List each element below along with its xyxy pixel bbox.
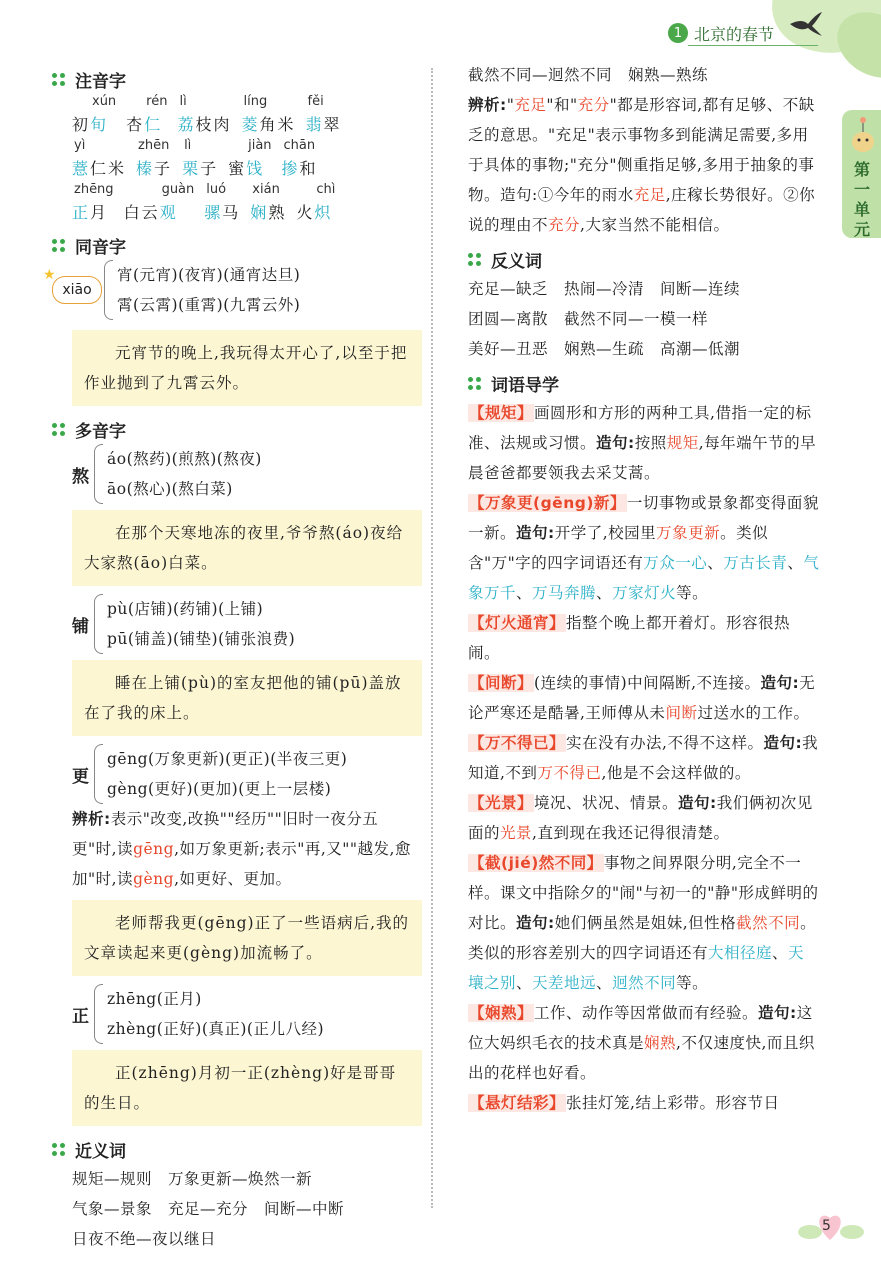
- pinyin-word: [306, 94, 342, 138]
- highlight-char: 旬: [90, 115, 109, 134]
- word: 荔枝肉: [177, 115, 232, 134]
- example-text: ,直到现在我还记得很清楚。: [532, 824, 730, 842]
- pinyin-word: [124, 182, 195, 226]
- example-text: ,不仅速度快,而且织出的花样也好看。: [468, 1034, 815, 1082]
- section-tongyin: [43, 230, 422, 406]
- vocab-entry: [468, 488, 820, 608]
- highlight-char: 正: [72, 203, 91, 222]
- word: 白云观: [123, 203, 178, 222]
- pinyin-grid: [52, 94, 422, 226]
- word-pair: 团圆—离散: [468, 310, 549, 328]
- pinyin-word: [250, 182, 286, 226]
- section-heading: [468, 244, 820, 274]
- star-icon: ★: [43, 267, 56, 283]
- homophone-group: [43, 260, 422, 320]
- brace: [104, 260, 113, 320]
- brace: [94, 984, 103, 1044]
- separator: 、: [596, 974, 613, 992]
- highlight-char: 翡: [305, 115, 324, 134]
- pinyin: xián: [252, 182, 280, 197]
- section-fanyi: [468, 244, 820, 364]
- highlight-word: 充足: [633, 186, 666, 204]
- vocab-definition: 指整个晚上都开着灯。形容很热闹。: [468, 614, 791, 662]
- vocab-entry: [468, 1088, 820, 1118]
- badge-text: xiāo: [62, 282, 92, 298]
- similar-word: 万家灯火: [612, 584, 677, 602]
- polyphone-char: 铺: [72, 616, 89, 637]
- left-column: [43, 60, 422, 1254]
- separator: 、: [787, 554, 804, 572]
- pinyin-word: [242, 94, 296, 138]
- section-heading: [52, 230, 422, 260]
- antonym-row: [468, 304, 820, 334]
- similar-word: 大相径庭: [708, 944, 773, 962]
- word-pair: 充足—缺乏: [468, 280, 549, 298]
- word: 榛子: [136, 159, 173, 178]
- word-pair: 热闹—冷清: [564, 280, 645, 298]
- pinyin: rén: [146, 94, 168, 109]
- pinyin-word: [72, 138, 126, 182]
- highlight-word: 万不得已: [537, 764, 602, 782]
- vocab-entry: [468, 398, 820, 488]
- section-heading: [468, 368, 820, 398]
- antonym-list: [468, 274, 820, 364]
- word-pair: 截然不同—迥然不同: [468, 66, 613, 84]
- vocab-definition: 实在没有办法,不得不这样。: [566, 734, 764, 752]
- section-title: 同音字: [75, 237, 126, 258]
- highlight-char: 菱: [241, 115, 260, 134]
- word: 菱角米: [241, 115, 296, 134]
- example-box: 睡在上铺(pù)的室友把他的铺(pū)盖放在了我的床上。: [72, 660, 422, 736]
- highlight-word: 娴熟: [644, 1034, 677, 1052]
- vocab-term: 【万象更(gēng)新】: [469, 494, 626, 512]
- highlight-word: 万象更新: [656, 524, 721, 542]
- word-pair: 美好—丑恶: [468, 340, 549, 358]
- pinyin: jiàn: [248, 138, 272, 153]
- word-pair: 娴熟—熟练: [628, 66, 709, 84]
- example-text: 。类似的形容差别大的四字词语还有: [468, 914, 817, 962]
- pinyin: fěi: [307, 94, 324, 109]
- example-text: 她们俩虽然是姐妹,但性格: [554, 914, 737, 932]
- vocab-term: 【截(jié)然不同】: [469, 854, 603, 872]
- analysis-label: 辨析:: [72, 810, 111, 828]
- example-box: 正(zhēng)月初一正(zhèng)好是哥哥的生日。: [72, 1050, 422, 1126]
- section-title: 词语导学: [491, 375, 559, 396]
- vocab-term: 【悬灯结彩】: [469, 1094, 566, 1112]
- example-box: 在那个天寒地冻的夜里,爷爷熬(áo)夜给大家熬(āo)白菜。: [72, 510, 422, 586]
- word-pair: 截然不同—一模一样: [564, 310, 709, 328]
- highlight-char: 饯: [246, 159, 265, 178]
- vocab-entries: [468, 398, 820, 1118]
- section-title: 反义词: [491, 251, 542, 272]
- pinyin-row: [72, 182, 422, 226]
- dots-icon: [468, 377, 481, 390]
- pinyin: zhēng: [74, 182, 114, 197]
- word: 娴熟: [250, 203, 287, 222]
- unit-label: 第一单元: [853, 160, 870, 239]
- word: 翡翠: [305, 115, 342, 134]
- pinyin-word: [126, 94, 167, 138]
- example-label: 造句:: [516, 524, 555, 542]
- example-box: 老师帮我更(gēng)正了一些语病后,我的文章读起来更(gèng)加流畅了。: [72, 900, 422, 976]
- pinyin-word: [136, 138, 172, 182]
- section-zhuyin: [52, 64, 422, 226]
- antonym-row: [468, 274, 820, 304]
- word-pair: 日夜不绝—夜以继日: [72, 1230, 217, 1248]
- vocab-entry: [468, 728, 820, 788]
- antonym-row: [468, 334, 820, 364]
- dots-icon: [52, 73, 65, 86]
- pinyin-row: [72, 94, 422, 138]
- example-text: 等。: [676, 974, 709, 992]
- example-label: 造句:: [516, 914, 555, 932]
- section-heading: [52, 64, 422, 94]
- example-text: 等。: [676, 584, 709, 602]
- word-pair: 气象—景象: [72, 1200, 153, 1218]
- analysis-text: ,如更好、更加。: [174, 870, 292, 888]
- pinyin: chì: [316, 182, 336, 197]
- analysis-text: 表示"改变,改换""经历""旧时一夜分五更"时,读: [72, 810, 379, 858]
- separator: 、: [516, 974, 533, 992]
- highlight-char: 掺: [281, 159, 300, 178]
- word: 栗子: [182, 159, 219, 178]
- word: 杏仁: [126, 115, 163, 134]
- pinyin: guàn: [161, 182, 195, 197]
- swallow-icon: [788, 10, 824, 38]
- example-text: ,他是不会这样做的。: [601, 764, 751, 782]
- vocab-entry: [468, 668, 820, 728]
- highlight-word: 充足: [514, 96, 547, 114]
- highlight-char: 栗: [182, 159, 201, 178]
- pinyin-word: [282, 138, 318, 182]
- section-heading: [52, 1134, 422, 1164]
- section-title: 多音字: [75, 421, 126, 442]
- word: 骡马: [204, 203, 241, 222]
- similar-word: 万古长青: [723, 554, 788, 572]
- separator: 、: [707, 554, 724, 572]
- word-pair: 万象更新—焕然一新: [168, 1170, 313, 1188]
- reading-line: zhēng(正月): [107, 990, 202, 1008]
- polyphone-char: 熬: [72, 466, 89, 487]
- word: 薏仁米: [72, 159, 127, 178]
- highlight-char: 荔: [177, 115, 196, 134]
- word-pair: 娴熟—生疏: [564, 340, 645, 358]
- word-pair: 充足—充分: [168, 1200, 249, 1218]
- vocab-term: 【万不得已】: [469, 734, 566, 752]
- analysis-label: 辨析:: [468, 96, 507, 114]
- pinyin: chān: [283, 138, 316, 153]
- example-box: 元宵节的晚上,我玩得太开心了,以至于把作业抛到了九霄云外。: [72, 330, 422, 406]
- brace: [94, 444, 103, 504]
- section-title: 注音字: [75, 71, 126, 92]
- example-text: 这位大妈织毛衣的技术真是: [468, 1004, 813, 1052]
- synonym-row: [72, 1194, 422, 1224]
- word: 初旬: [72, 115, 109, 134]
- highlight-char: 薏: [72, 159, 91, 178]
- analysis-text: ,庄稼长势很好。②你说的理由不: [468, 186, 816, 234]
- chapter-title: 北京的春节: [694, 24, 775, 44]
- pinyin: luó: [206, 182, 227, 197]
- example-text: 按照: [634, 434, 667, 452]
- word-pair: 间断—连续: [660, 280, 741, 298]
- highlight-word: 截然不同: [736, 914, 801, 932]
- pinyin-word: [204, 182, 240, 226]
- dots-icon: [52, 1143, 65, 1156]
- vocab-definition: 境况、状况、情景。: [534, 794, 679, 812]
- vocab-entry: [468, 848, 820, 998]
- example-text: 无论严寒还是酷暑,王师傅从未: [468, 674, 816, 722]
- synonym-analysis: 辨析:"充足"和"充分"都是形容词,都有足够、不缺乏的意思。"充足"表示事物多到能满足需要,多用于具体的事物;"充分"侧重指足够,多用于抽象的事物。造句:①今年的雨水充足,庄稼长势很好。②你说的理由不充分,大家当然不能相信。: [468, 96, 816, 234]
- reading-line: pū(铺盖)(铺垫)(铺张浪费): [107, 630, 296, 648]
- similar-word: 气象万千: [468, 554, 820, 602]
- highlight-char: 观: [159, 203, 178, 222]
- example-text: ,每年端午节的早晨爸爸都要领我去采艾蒿。: [468, 434, 817, 482]
- pinyin: yì: [74, 138, 86, 153]
- highlight-char: 炽: [314, 203, 333, 222]
- word-pair: 间断—中断: [264, 1200, 345, 1218]
- pinyin: líng: [243, 94, 268, 109]
- vocab-entry: [468, 998, 820, 1088]
- section-title: 近义词: [75, 1141, 126, 1162]
- polyphone-group-ao: [72, 444, 422, 504]
- chapter-underline: [688, 45, 818, 46]
- chapter-number: 1: [668, 23, 688, 43]
- word-pair: 高潮—低潮: [660, 340, 741, 358]
- pinyin-word: [296, 182, 335, 226]
- pinyin-word: [182, 138, 218, 182]
- vocab-definition: 一切事物或景象都变得面貌一新。: [468, 494, 819, 542]
- pinyin: zhēn: [138, 138, 170, 153]
- reading-line: áo(熬药)(煎熬)(熬夜): [107, 450, 262, 468]
- word: 掺和: [281, 159, 318, 178]
- right-column: [468, 60, 820, 1118]
- word-pair: 规矩—规则: [72, 1170, 153, 1188]
- brace: [94, 744, 103, 804]
- vocab-entry: [468, 608, 820, 668]
- polyphone-group-geng: [72, 744, 422, 804]
- reading-line: gēng(万象更新)(更正)(半夜三更): [107, 750, 348, 768]
- highlight-word: 间断: [665, 704, 698, 722]
- example-label: 造句:: [758, 1004, 797, 1022]
- highlight-char: 娴: [250, 203, 269, 222]
- reading-line: zhèng(正好)(真正)(正儿八经): [107, 1020, 325, 1038]
- example-text: 开学了,校园里: [554, 524, 657, 542]
- separator: 、: [596, 584, 613, 602]
- polyphone-char: 更: [72, 766, 89, 787]
- brace: [94, 594, 103, 654]
- pinyin-badge: [43, 267, 102, 304]
- highlight-word: 光景: [500, 824, 533, 842]
- polyphone-group-zheng: [72, 984, 422, 1044]
- similar-word: 天壤之别: [468, 944, 805, 992]
- analysis-paragraph: [72, 804, 422, 894]
- similar-word: 迥然不同: [612, 974, 677, 992]
- pinyin: lì: [179, 94, 187, 109]
- highlight-pinyin: gèng: [133, 870, 175, 888]
- dots-icon: [468, 253, 481, 266]
- reading-line: āo(熬心)(熬白菜): [107, 480, 233, 498]
- example-text: 我们俩初次见面的: [468, 794, 813, 842]
- pinyin-word: [177, 94, 231, 138]
- highlight-char: 仁: [144, 115, 163, 134]
- highlight-word: 充分: [577, 96, 610, 114]
- highlight-word: 规矩: [666, 434, 699, 452]
- vocab-term: 【间断】: [469, 674, 534, 692]
- synonym-row: [72, 1224, 422, 1254]
- mascot-icon: [848, 116, 878, 156]
- chapter-header: [668, 20, 774, 46]
- vocab-definition: 工作、动作等因常做而有经验。: [534, 1004, 759, 1022]
- example-label: 造句:: [760, 674, 800, 692]
- synonym-list: [72, 1164, 422, 1254]
- pinyin-word: [72, 182, 114, 226]
- example-text: 过送水的工作。: [697, 704, 810, 722]
- word: 火炽: [296, 203, 333, 222]
- section-heading: [52, 414, 422, 444]
- vocab-term: 【灯火通宵】: [469, 614, 566, 632]
- example-label: 造句:: [763, 734, 803, 752]
- pinyin-word: [228, 138, 271, 182]
- pinyin: xún: [92, 94, 117, 109]
- homophone-line: 宵(元宵)(夜宵)(通宵达旦): [117, 266, 301, 284]
- example-text: 我知道,不到: [468, 734, 819, 782]
- polyphone-group-pu: [72, 594, 422, 654]
- highlight-word: 充分: [548, 216, 581, 234]
- vocab-term: 【娴熟】: [469, 1004, 534, 1022]
- page-number: 5: [822, 1218, 831, 1234]
- highlight-char: 榛: [136, 159, 155, 178]
- vocab-entry: [468, 788, 820, 848]
- similar-word: 万众一心: [643, 554, 708, 572]
- reading-line: gèng(更好)(更加)(更上一层楼): [107, 780, 332, 798]
- polyphone-char: 正: [72, 1006, 89, 1027]
- dots-icon: [52, 423, 65, 436]
- similar-word: 万马奔腾: [532, 584, 597, 602]
- analysis-text: "和": [546, 96, 578, 114]
- example-label: 造句:: [678, 794, 717, 812]
- separator: 、: [516, 584, 533, 602]
- separator: 、: [772, 944, 789, 962]
- column-divider: [431, 68, 433, 1208]
- section-ciyu: [468, 368, 820, 1118]
- highlight-pinyin: gēng: [133, 840, 175, 858]
- example-label: 造句:: [596, 434, 635, 452]
- analysis-text: ,大家当然不能相信。: [580, 216, 730, 234]
- vocab-definition: 事物之间界限分明,完全不一样。课文中指除夕的"闹"与初一的"静"形成鲜明的对比。: [468, 854, 819, 932]
- example-text: 。类似含"万"字的四字词语还有: [468, 524, 769, 572]
- vocab-definition: (连续的事情)中间隔断,不连接。: [534, 674, 761, 692]
- pinyin: lì: [184, 138, 192, 153]
- vocab-term: 【规矩】: [469, 404, 534, 422]
- similar-word: 天差地远: [532, 974, 597, 992]
- section-jinyi: [52, 1134, 422, 1254]
- word: 正月: [72, 203, 109, 222]
- synonym-row: [72, 1164, 422, 1194]
- reading-line: pù(店铺)(药铺)(上铺): [107, 600, 264, 618]
- vocab-term: 【光景】: [469, 794, 534, 812]
- vocab-definition: 张挂灯笼,结上彩带。形容节日: [566, 1094, 780, 1112]
- word: 蜜饯: [228, 159, 265, 178]
- pinyin-row: [72, 138, 422, 182]
- section-duoyin: [52, 414, 422, 1126]
- highlight-char: 骡: [204, 203, 223, 222]
- analysis-text: "都是形容词,都有足够、不缺乏的意思。"充足"表示事物多到能满足需要,多用于具体的事物;"充分"侧重指足够,多用于抽象的事物。造句:①今年的雨水: [468, 96, 815, 204]
- dots-icon: [52, 239, 65, 252]
- vocab-definition: 画圆形和方形的两种工具,借指一定的标准、法规或习惯。: [468, 404, 812, 452]
- analysis-text: ,如万象更新;表示"再,又""越发,愈加"时,读: [72, 840, 411, 888]
- synonym-continued-row: [468, 60, 820, 90]
- homophone-line: 霄(云霄)(重霄)(九霄云外): [117, 296, 301, 314]
- pinyin-word: [72, 94, 116, 138]
